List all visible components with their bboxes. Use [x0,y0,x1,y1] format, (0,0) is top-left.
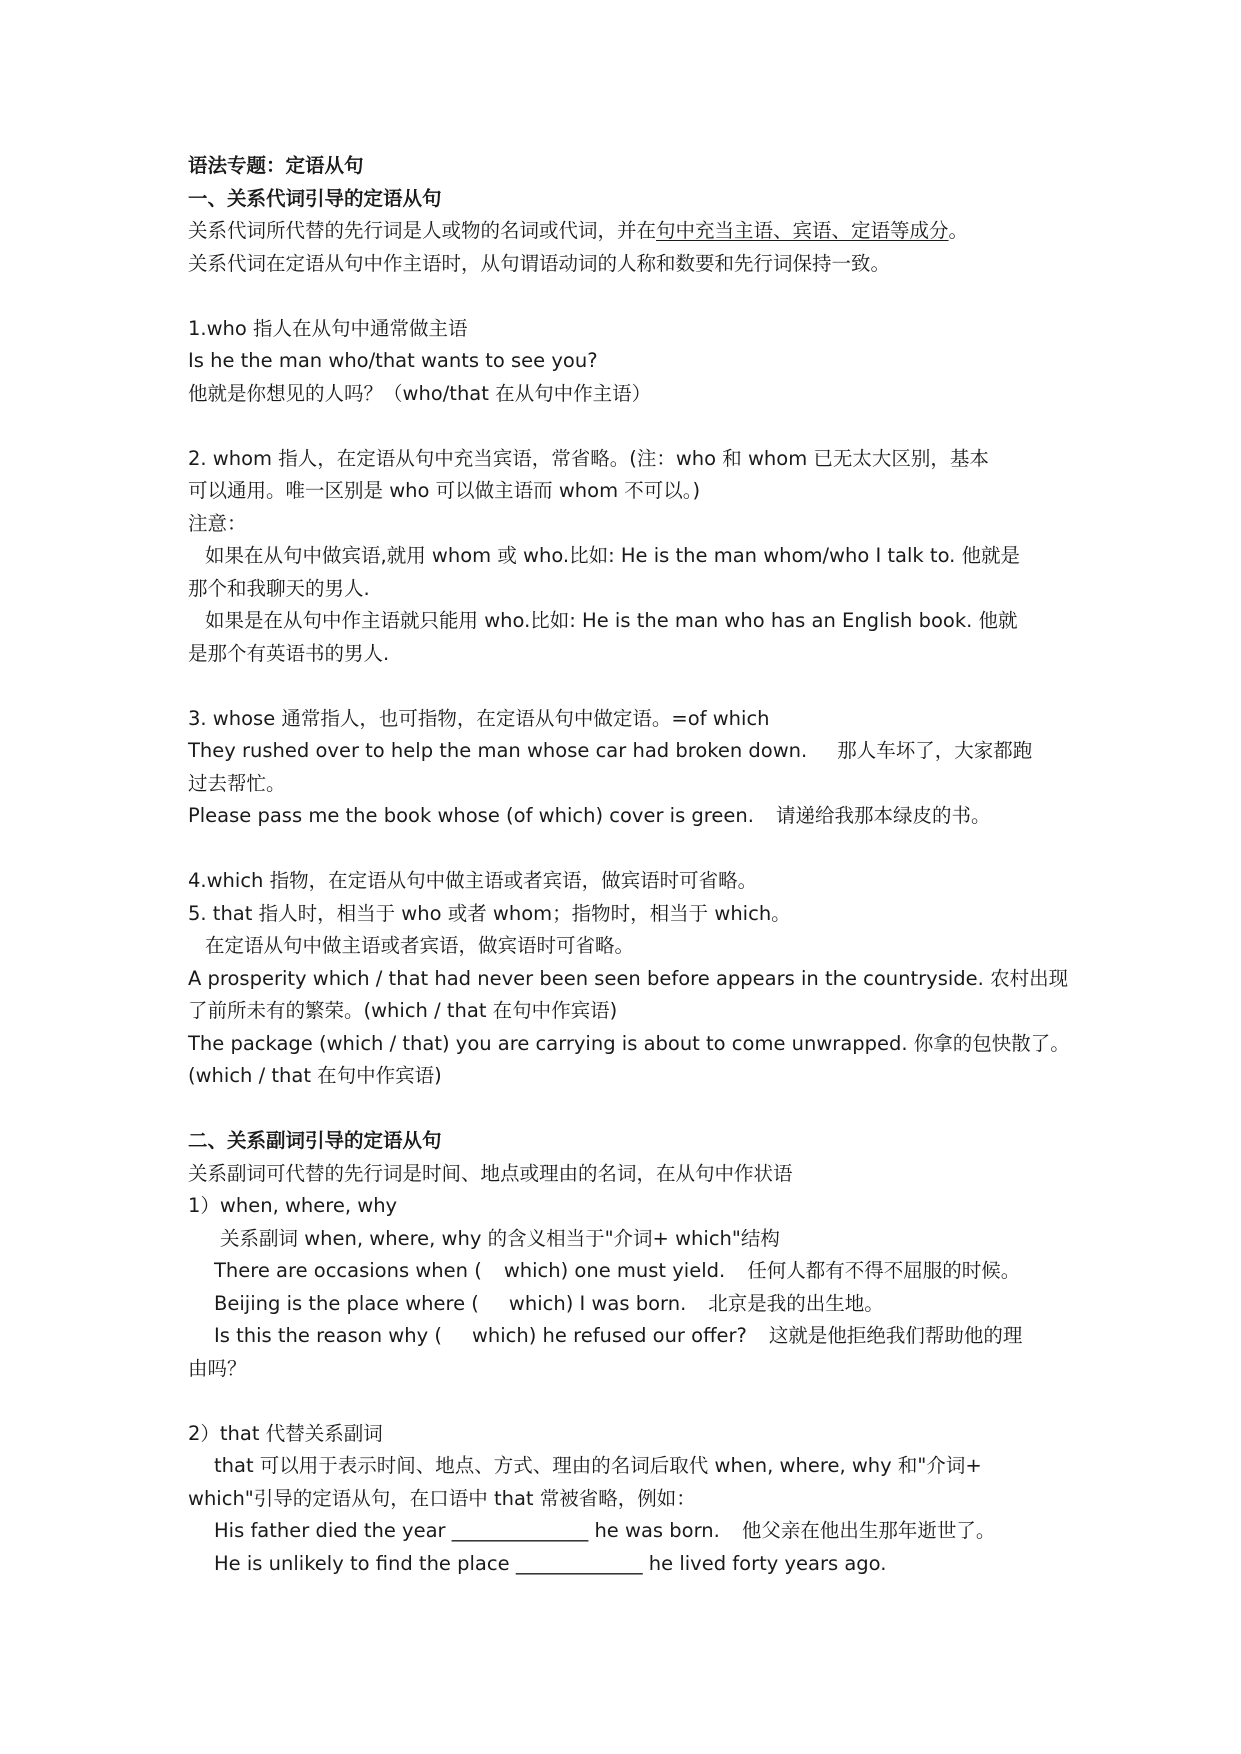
which-title: 4.which 指物，在定语从句中做主语或者宾语，做宾语时可省略。 [188,869,758,892]
underlined-phrase: 句中充当主语、宾语、定语等成分 [656,219,949,242]
that-example-2a: The package (which / that) you are carrying is about to come unwrapped. 你拿的包快散了。 [188,1031,1070,1055]
whom-note-2b: 是那个有英语书的男人. [188,641,390,665]
who-translation: 他就是你想见的人吗？（who/that 在从句中作主语） [188,381,652,405]
whom-line-2: 可以通用。唯一区别是 who 可以做主语而 whom 不可以。) [188,479,701,502]
section2-heading: 二、关系副词引导的定语从句 [188,1129,442,1152]
sub2-desc-1: that 可以用于表示时间、地点、方式、理由的名词后取代 when, where, why 和"介词+ [214,1454,982,1477]
that-title: 5. that 指人时，相当于 who 或者 whom；指物时，相当于 which。 [188,901,791,925]
spacer [188,410,1078,443]
section1-intro-1: 关系代词所代替的先行词是人或物的名词或代词，并在句中充当主语、宾语、定语等成分。 [188,219,969,242]
whom-note-1b: 那个和我聊天的男人. [188,576,370,600]
spacer [188,1093,1078,1126]
sub2-example-2: He is unlikely to find the place _____________ he lived forty years ago. [214,1551,887,1575]
that-example-1a: A prosperity which / that had never been seen before appears in the countryside. 农村出现 [188,966,1069,990]
who-example: Is he the man who/that wants to see you? [188,349,598,372]
sub2-example-1: His father died the year ______________ he was born. 他父亲在他出生那年逝世了。 [214,1519,996,1542]
sub1-example-3-cont: 由吗？ [188,1356,247,1380]
whom-line-1: 2. whom 指人，在定语从句中充当宾语，常省略。(注：who 和 whom 已无太大区别，基本 [188,446,989,470]
that-example-2b: (which / that 在句中作宾语) [188,1064,442,1087]
whose-example-1: They rushed over to help the man whose car had broken down. 那人车坏了，大家都跑 [188,739,1033,762]
whom-note-label: 注意： [188,511,247,535]
section1-intro-2: 关系代词在定语从句中作主语时，从句谓语动词的人称和数要和先行词保持一致。 [188,251,891,275]
that-example-1b: 了前所未有的繁荣。(which / that 在句中作宾语) [188,999,618,1022]
spacer [188,833,1078,866]
section2-intro: 关系副词可代替的先行词是时间、地点或理由的名词，在从句中作状语 [188,1161,793,1185]
sub1-title: 1）when, where, why [188,1194,398,1217]
whose-title: 3. whose 通常指人，也可指物，在定语从句中做定语。=of which [188,706,770,730]
section1-heading: 一、关系代词引导的定语从句 [188,186,442,210]
whom-note-2a: 如果是在从句中作主语就只能用 who.比如: He is the man who has an English book. 他就 [205,609,1018,632]
document-page [188,150,1078,1580]
document-title: 语法专题：定语从句 [188,154,364,177]
sub1-example-2: Beijing is the place where ( which) I was born. 北京是我的出生地。 [214,1291,884,1315]
fill-in-blank: _____________ [515,1551,643,1575]
sub1-example-3: Is this the reason why ( which) he refused our offer? 这就是他拒绝我们帮助他的理 [214,1324,1023,1347]
who-title: 1.who 指人在从句中通常做主语 [188,316,468,340]
whose-example-2: Please pass me the book whose (of which) cover is green. 请递给我那本绿皮的书。 [188,804,991,827]
spacer [188,1385,1078,1418]
whom-note-1a: 如果在从句中做宾语,就用 whom 或 who.比如: He is the man whom/who I talk to. 他就是 [205,544,1021,567]
sub2-title: 2）that 代替关系副词 [188,1421,383,1445]
fill-in-blank: ______________ [451,1519,589,1542]
sub1-desc: 关系副词 when, where, why 的含义相当于"介词+ which"结构 [220,1226,780,1250]
whose-example-1-cont: 过去帮忙。 [188,771,286,795]
spacer [188,280,1078,313]
sub2-desc-2: which"引导的定语从句，在口语中 that 常被省略，例如： [188,1486,696,1510]
spacer [188,670,1078,703]
sub1-example-1: There are occasions when ( which) one must yield. 任何人都有不得不屈服的时候。 [214,1259,1021,1282]
that-desc: 在定语从句中做主语或者宾语，做宾语时可省略。 [205,934,635,957]
